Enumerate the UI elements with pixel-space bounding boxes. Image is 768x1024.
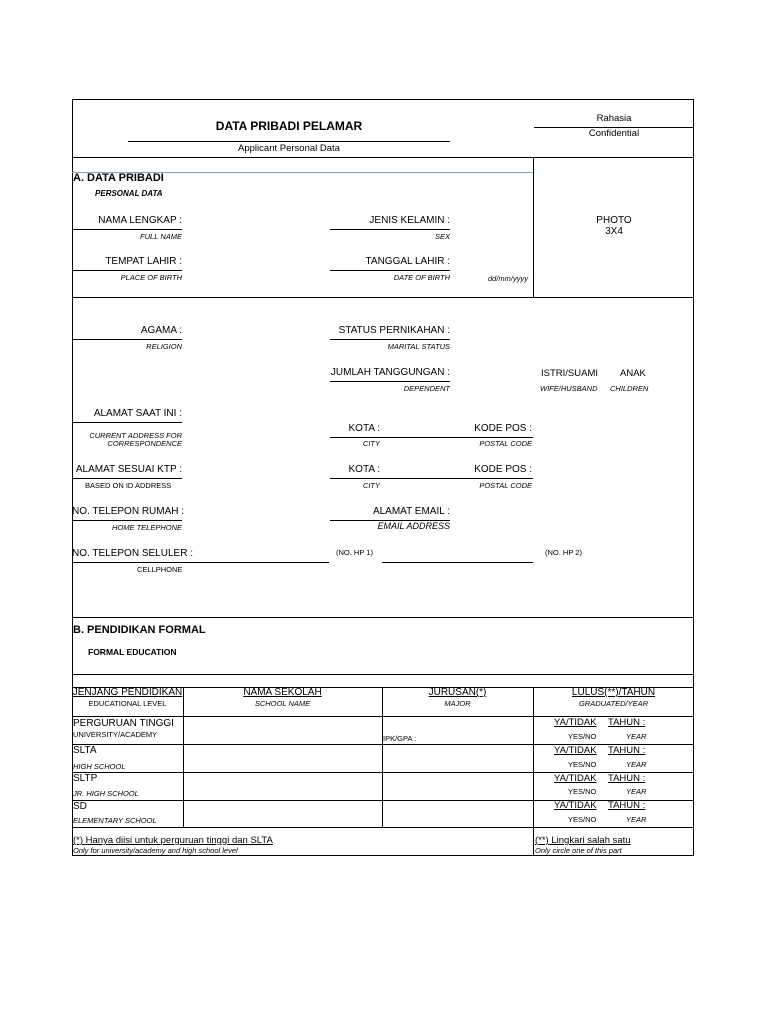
year-en-3: YEAR	[626, 787, 647, 796]
level-university-en: UNIVERSITY/ACADEMY	[73, 730, 158, 739]
confidential-en: Confidential	[588, 128, 640, 139]
footnote-1: (*) Hanya diisi untuk perguruan tinggi dan SLTA	[73, 835, 273, 846]
level-elementary-en: ELEMENTARY SCHOOL	[73, 816, 157, 825]
yes-no-4[interactable]: YA/TIDAK	[554, 800, 597, 811]
ktp-address-field[interactable]	[72, 478, 182, 479]
current-address-label: ALAMAT SAAT INI :	[93, 408, 182, 419]
spouse-sub: WIFE/HUSBAND	[540, 384, 598, 393]
home-phone-label: NO. TELEPON RUMAH :	[72, 506, 185, 517]
footnote-2-en: Only circle one of this part	[535, 846, 622, 855]
year-en-2: YEAR	[626, 760, 647, 769]
postal-code-field[interactable]	[450, 437, 533, 438]
col-education-level-sub: EDUCATIONAL LEVEL	[88, 699, 167, 708]
date-of-birth-sub: DATE OF BIRTH	[393, 273, 450, 282]
cellphone-label: NO. TELEPON SELULER :	[72, 548, 193, 559]
dependent-field[interactable]	[330, 381, 450, 382]
sex-field[interactable]	[330, 229, 450, 230]
yes-no-1[interactable]: YA/TIDAK	[554, 717, 597, 728]
year-2[interactable]: TAHUN :	[608, 745, 646, 756]
year-4[interactable]: TAHUN :	[608, 800, 646, 811]
postal-code-ktp-field[interactable]	[450, 478, 533, 479]
col-graduated-sub: GRADUATED/YEAR	[578, 699, 649, 708]
year-3[interactable]: TAHUN :	[608, 773, 646, 784]
postal-code-label: KODE POS :	[474, 423, 532, 434]
ktp-address-sub: BASED ON ID ADDRESS	[85, 481, 172, 490]
sex-label: JENIS KELAMIN :	[369, 215, 450, 226]
date-format-hint: dd/mm/yyyy	[488, 274, 529, 283]
level-high-school: SLTA	[73, 745, 97, 756]
current-address-sub2: CORRESPONDENCE	[107, 439, 182, 448]
city-ktp-field[interactable]	[330, 478, 450, 479]
postal-code-ktp-label: KODE POS :	[474, 464, 532, 475]
section-a-title: A. DATA PRIBADI	[73, 172, 164, 184]
place-of-birth-sub: PLACE OF BIRTH	[120, 273, 182, 282]
section-b-title: B. PENDIDIKAN FORMAL	[73, 624, 206, 636]
col-education-level: JENJANG PENDIDIKAN	[72, 687, 183, 698]
col-major: JURUSAN(*)	[428, 687, 487, 698]
cellphone-sub: CELLPHONE	[137, 565, 183, 574]
spouse-label: ISTRI/SUAMI	[541, 368, 599, 379]
home-phone-sub: HOME TELEPHONE	[111, 523, 182, 532]
footnote-2: (**) Lingkari salah satu	[535, 835, 631, 846]
dependent-sub: DEPENDENT	[403, 384, 450, 393]
place-of-birth-label: TEMPAT LAHIR :	[105, 256, 182, 267]
level-jr-high-school-en: JR. HIGH SCHOOL	[73, 789, 139, 798]
yes-no-3[interactable]: YA/TIDAK	[554, 773, 597, 784]
confidential-id: Rahasia	[596, 113, 632, 124]
year-en-4: YEAR	[626, 815, 647, 824]
col-major-sub: MAJOR	[444, 699, 471, 708]
form-subtitle: Applicant Personal Data	[238, 143, 340, 154]
yes-no-en-4: YES/NO	[568, 815, 597, 824]
hp2-label: (NO. HP 2)	[545, 548, 582, 557]
date-of-birth-label: TANGGAL LAHIR :	[365, 256, 450, 267]
col-school-name-sub: SCHOOL NAME	[254, 699, 311, 708]
level-jr-high-school: SLTP	[73, 773, 98, 784]
cellphone-field-2[interactable]	[382, 562, 533, 563]
section-b-subtitle: FORMAL EDUCATION	[88, 647, 177, 657]
col-graduated: LULUS(**)/TAHUN	[571, 687, 656, 698]
hp1-label: (NO. HP 1)	[336, 548, 373, 557]
marital-status-field[interactable]	[330, 339, 450, 340]
full-name-field[interactable]	[72, 229, 182, 230]
current-address-field[interactable]	[72, 422, 182, 423]
col-school-name: NAMA SEKOLAH	[243, 687, 322, 698]
marital-status-label: STATUS PERNIKAHAN :	[338, 325, 450, 336]
place-of-birth-field[interactable]	[72, 270, 182, 271]
full-name-label: NAMA LENGKAP :	[98, 215, 182, 226]
date-of-birth-field[interactable]	[330, 270, 450, 271]
footnote-1-en: Only for university/academy and high school level	[73, 846, 238, 855]
year-1[interactable]: TAHUN :	[608, 717, 646, 728]
religion-field[interactable]	[72, 339, 182, 340]
dependent-label: JUMLAH TANGGUNGAN :	[330, 367, 450, 378]
email-label: ALAMAT EMAIL :	[372, 506, 450, 517]
children-sub: CHILDREN	[610, 384, 649, 393]
yes-no-en-1: YES/NO	[568, 732, 597, 741]
marital-status-sub: MARITAL STATUS	[387, 342, 450, 351]
home-phone-field[interactable]	[72, 520, 182, 521]
current-address-sub1: CURRENT ADDRESS FOR	[89, 431, 182, 440]
cellphone-field-1[interactable]	[72, 562, 329, 563]
gpa-label: IPK/GPA :	[383, 734, 417, 743]
city-label: KOTA :	[348, 423, 380, 434]
email-sub: EMAIL ADDRESS	[377, 521, 450, 531]
sex-sub: SEX	[434, 232, 450, 241]
city-field[interactable]	[330, 437, 450, 438]
yes-no-en-2: YES/NO	[568, 760, 597, 769]
ktp-address-label: ALAMAT SESUAI KTP :	[75, 464, 182, 475]
city-ktp-label: KOTA :	[348, 464, 380, 475]
children-label: ANAK	[620, 368, 646, 379]
level-elementary: SD	[73, 801, 87, 812]
postal-code-ktp-sub: POSTAL CODE	[479, 481, 532, 490]
postal-code-sub: POSTAL CODE	[479, 439, 532, 448]
yes-no-2[interactable]: YA/TIDAK	[554, 745, 597, 756]
full-name-sub: FULL NAME	[140, 232, 182, 241]
year-en-1: YEAR	[626, 732, 647, 741]
level-university: PERGURUAN TINGGI	[73, 718, 174, 729]
form-title: DATA PRIBADI PELAMAR	[215, 119, 363, 133]
religion-label: AGAMA :	[140, 325, 182, 336]
city-ktp-sub: CITY	[362, 481, 380, 490]
religion-sub: RELIGION	[146, 342, 182, 351]
photo-label: PHOTO	[596, 215, 632, 226]
level-high-school-en: HIGH SCHOOL	[73, 762, 126, 771]
photo-size: 3X4	[605, 226, 623, 237]
city-sub: CITY	[362, 439, 380, 448]
section-a-subtitle: PERSONAL DATA	[95, 189, 163, 198]
yes-no-en-3: YES/NO	[568, 787, 597, 796]
